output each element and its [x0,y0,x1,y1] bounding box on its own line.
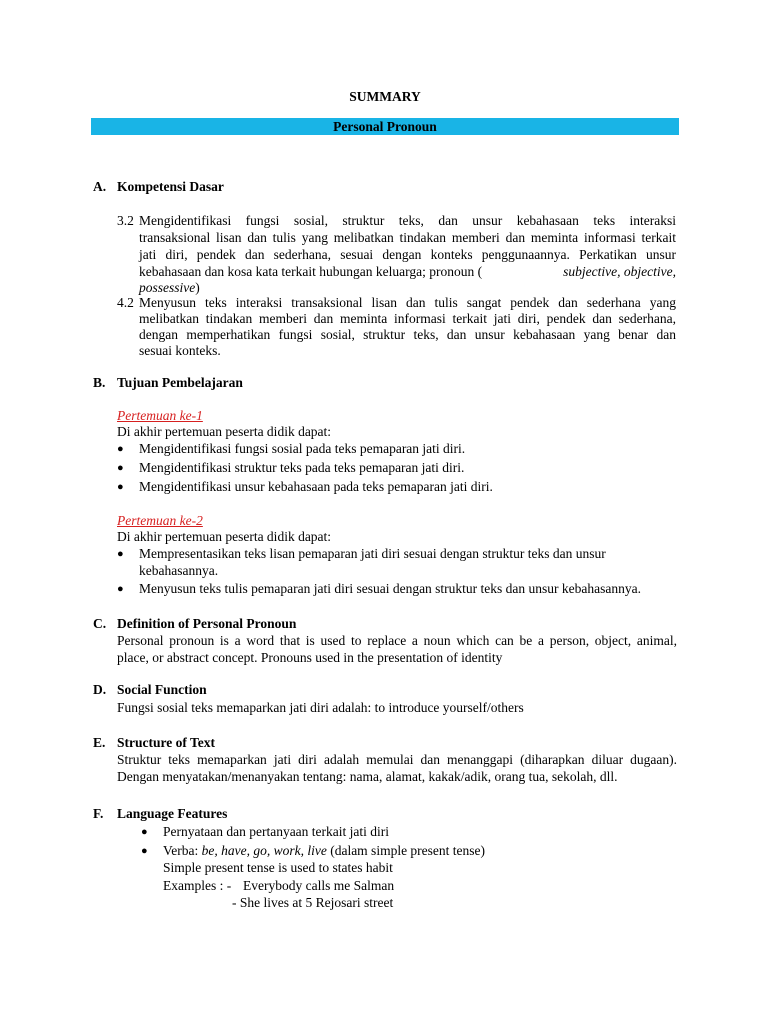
kd-3-2-line2: transaksional lisan dan tulis yang melibatkan tindakan memberi dan meminta informasi terkait [139,230,676,245]
kd-4-2-line1: Menyusun teks interaksi transaksional lisan dan tulis sangat pendek dan sederhana yang [139,295,676,310]
kd-4-2-line2: melibatkan tindakan memberi dan meminta informasi terkait jati diri, pendek dan sederhana, [139,311,676,326]
kd-4-2-line4: sesuai konteks. [139,343,221,358]
bullet-icon: ● [117,462,124,474]
meeting-2-item-1-line1: Mempresentasikan teks lisan pemaparan jati diri sesuai dengan struktur teks dan unsur [139,546,606,561]
section-d-line1: Fungsi sosial teks memaparkan jati diri adalah: to introduce yourself/others [117,700,524,715]
verba-tense: (dalam simple present tense) [326,843,486,858]
kd-3-2-number: 3.2 [117,213,134,228]
meeting-1-item-3: Mengidentifikasi unsur kebahasaan pada teks pemaparan jati diri. [139,479,493,494]
section-f-letter: F. [93,806,104,821]
meeting-1-intro: Di akhir pertemuan peserta didik dapat: [117,424,332,439]
section-b-heading: Tujuan Pembelajaran [117,375,243,390]
kd-4-2-line3: dengan memperhatikan fungsi sosial, struktur teks, dan unsur kebahasaan yang benar dan [139,327,676,342]
meeting-1-item-2: Mengidentifikasi struktur teks pada teks pemaparan jati diri. [139,460,465,475]
kd-3-2-line4-text: kebahasaan dan kosa kata terkait hubungan keluarga; pronoun ( [139,264,483,279]
section-e-letter: E. [93,735,106,750]
kd-4-2-number: 4.2 [117,295,134,310]
language-feature-2 [163,842,485,859]
verba-label: Verba: [163,843,202,858]
meeting-2-item-1-line2: kebahasannya. [139,563,219,578]
simple-present-note: Simple present tense is used to states habit [163,860,393,875]
section-e-line2: Dengan menyatakan/menanyakan tentang: nama, alamat, kakak/adik, orang tua, sekolah, dll. [117,769,618,784]
section-d-heading: Social Function [117,682,207,697]
meeting-1-title: Pertemuan ke-1 [117,408,203,423]
meeting-1-item-1: Mengidentifikasi fungsi sosial pada teks pemaparan jati diri. [139,441,466,456]
kd-3-2-possessive: possessive [139,280,196,295]
kd-3-2-line1: Mengidentifikasi fungsi sosial, struktur teks, dan unsur kebahasaan teks interaksi [139,213,676,228]
kd-3-2-line4 [139,263,676,280]
section-e-line1: Struktur teks memaparkan jati diri adalah memulai dan menanggapi (diharapkan diluar dugaan). [117,752,677,767]
section-c-letter: C. [93,616,107,631]
kd-3-2-line3: jati diri, pendek dan sederhana, sesuai dengan konteks penggunaannya. Perkatikan unsur [139,247,676,262]
bullet-icon: ● [141,845,148,857]
verba-examples: be, have, go, work, live [201,843,327,858]
bullet-icon: ● [117,443,124,455]
example-1: Everybody calls me Salman [243,878,395,893]
meeting-2-item-2: Menyusun teks tulis pemaparan jati diri sesuai dengan struktur teks dan unsur kebahasannya. [139,581,642,596]
section-a-letter: A. [93,179,107,194]
example-2: - She lives at 5 Rejosari street [232,895,394,910]
section-b-letter: B. [93,375,106,390]
bullet-icon: ● [117,481,124,493]
bullet-icon: ● [117,548,124,560]
bullet-icon: ● [141,826,148,838]
language-feature-1: Pernyataan dan pertanyaan terkait jati diri [163,824,390,839]
section-e-heading: Structure of Text [117,735,215,750]
section-c-line2: place, or abstract concept. Pronouns used in the presentation of identity [117,650,503,665]
meeting-2-title: Pertemuan ke-2 [117,513,203,528]
section-c-line1: Personal pronoun is a word that is used to replace a noun which can be a person, object, animal, [117,633,677,648]
section-a-heading: Kompetensi Dasar [117,179,224,194]
section-f-heading: Language Features [117,806,228,821]
document-title: SUMMARY [349,89,421,104]
meeting-2-intro: Di akhir pertemuan peserta didik dapat: [117,529,332,544]
kd-3-2-close-paren: ) [195,280,200,295]
section-c-heading: Definition of Personal Pronoun [117,616,297,631]
examples-label: Examples : - [163,878,232,893]
section-d-letter: D. [93,682,107,697]
kd-3-2-line4-italic: subjective, objective, [563,264,676,279]
topic-banner: Personal Pronoun [91,118,679,135]
bullet-icon: ● [117,583,124,595]
